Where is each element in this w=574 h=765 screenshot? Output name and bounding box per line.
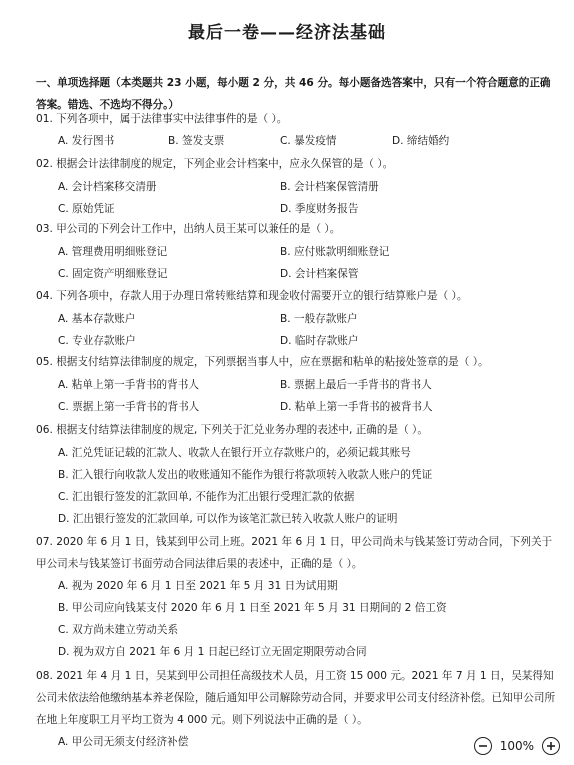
options-list [36,575,560,663]
option-c[interactable]: C. 固定资产明细账登记 [58,268,168,280]
question-stem: 01. 下列各项中，属于法律事实中法律事件的是（ ）。 [36,113,288,125]
option-c[interactable]: C. 票据上第一手背书的背书人 [58,401,200,413]
option-d[interactable]: D. 汇出银行签发的汇款回单, 可以作为该笔汇款已转入收款人账户的证明 [58,513,398,525]
option-c[interactable]: C. 汇出银行签发的汇款回单, 不能作为汇出银行受理汇款的依据 [58,491,355,503]
page-title: 最后一卷——经济法基础 [188,23,386,43]
question-4 [36,289,560,356]
option-a[interactable]: A. 视为 2020 年 6 月 1 日至 2021 年 5 月 31 日为试用期 [58,580,338,592]
option-b[interactable]: B. 签发支票 [168,135,225,147]
option-a[interactable]: A. 汇兑凭证记载的汇款人、收款人在银行开立存款账户的，必须记载其账号 [58,447,411,459]
option-a[interactable]: A. 会计档案移交清册 [58,181,157,193]
option-a[interactable]: A. 基本存款账户 [58,313,136,325]
question-stem: 03. 甲公司的下列会计工作中，出纳人员王某可以兼任的是（ ）。 [36,223,341,235]
question-5 [36,355,560,422]
options-row [36,202,560,224]
question-stem: 04. 下列各项中，存款人用于办理日常转账结算和现金收付需要开立的银行结算账户是（ ）。 [36,290,468,302]
options-row [36,180,560,202]
section-heading: 一、单项选择题（本类题共 23 小题，每小题 2 分，共 46 分。每小题备选答案中，只有一个符合题意的正确答案。错选、不选均不得分。） [36,77,551,111]
question-stem: 02. 根据会计法律制度的规定，下列企业会计档案中，应永久保管的是（ ）。 [36,158,394,170]
zoom-control [470,735,564,757]
zoom-level: 100% [499,739,534,753]
option-a[interactable]: A. 发行图书 [58,135,115,147]
question-stem: 05. 根据支付结算法律制度的规定，下列票据当事人中，应在票据和粘单的粘接处签章的是（ ）。 [36,356,489,368]
option-d[interactable]: D. 缔结婚约 [392,135,450,147]
options-row [36,134,560,156]
question-6 [36,423,560,530]
question-7 [36,531,560,663]
question-stem: 07. 2020 年 6 月 1 日，钱某到甲公司上班。2021 年 6 月 1 日，甲公司尚未与钱某签订劳动合同，下列关于甲公司未与钱某签订书面劳动合同法律后果的表述中，正确的是（ ）。 [36,536,553,570]
options-row [36,400,560,422]
question-stem: 08. 2021 年 4 月 1 日，吴某到甲公司担任高级技术人员，月工资 15 000 元。2021 年 7 月 1 日，吴某得知公司未依法给他缴纳基本养老保险，随后通知甲公司解除劳动合同，并要求甲公司支付经济补偿。已知甲公司所在地上年度职工月平均工资为 4 000 元。则下列说法中正确的是（ ）。 [36,670,556,726]
option-b[interactable]: B. 会计档案保管清册 [280,181,379,193]
option-c[interactable]: C. 专业存款账户 [58,335,136,347]
option-d[interactable]: D. 会计档案保管 [280,268,359,280]
question-2 [36,157,560,224]
options-row [36,267,560,289]
option-b[interactable]: B. 应付账款明细账登记 [280,246,390,258]
option-b[interactable]: B. 一般存款账户 [280,313,358,325]
question-3 [36,222,560,289]
question-stem: 06. 根据支付结算法律制度的规定, 下列关于汇兑业务办理的表述中, 正确的是（ ）。 [36,424,428,436]
question-1 [36,112,560,156]
options-list [36,442,560,530]
options-row [36,312,560,334]
option-a[interactable]: A. 粘单上第一手背书的背书人 [58,379,199,391]
option-b[interactable]: B. 甲公司应向钱某支付 2020 年 6 月 1 日至 2021 年 5 月 31 日期间的 2 倍工资 [58,602,447,614]
option-c[interactable]: C. 原始凭证 [58,203,115,215]
options-row [36,334,560,356]
option-c[interactable]: C. 双方尚未建立劳动关系 [58,624,179,636]
option-d[interactable]: D. 季度财务报告 [280,203,359,215]
option-b[interactable]: B. 票据上最后一手背书的背书人 [280,379,432,391]
option-a[interactable]: A. 甲公司无须支付经济补偿 [58,736,189,748]
minus-circle-icon[interactable] [474,737,492,755]
plus-circle-icon[interactable] [542,737,560,755]
option-b[interactable]: B. 汇入银行向收款人发出的收账通知不能作为银行将款项转入收款人账户的凭证 [58,469,433,481]
option-a[interactable]: A. 管理费用明细账登记 [58,246,168,258]
option-d[interactable]: D. 临时存款账户 [280,335,359,347]
option-d[interactable]: D. 粘单上第一手背书的被背书人 [280,401,433,413]
options-row [36,378,560,400]
options-row [36,245,560,267]
option-d[interactable]: D. 视为双方自 2021 年 6 月 1 日起已经订立无固定期限劳动合同 [58,646,367,658]
option-c[interactable]: C. 暴发疫情 [280,135,337,147]
